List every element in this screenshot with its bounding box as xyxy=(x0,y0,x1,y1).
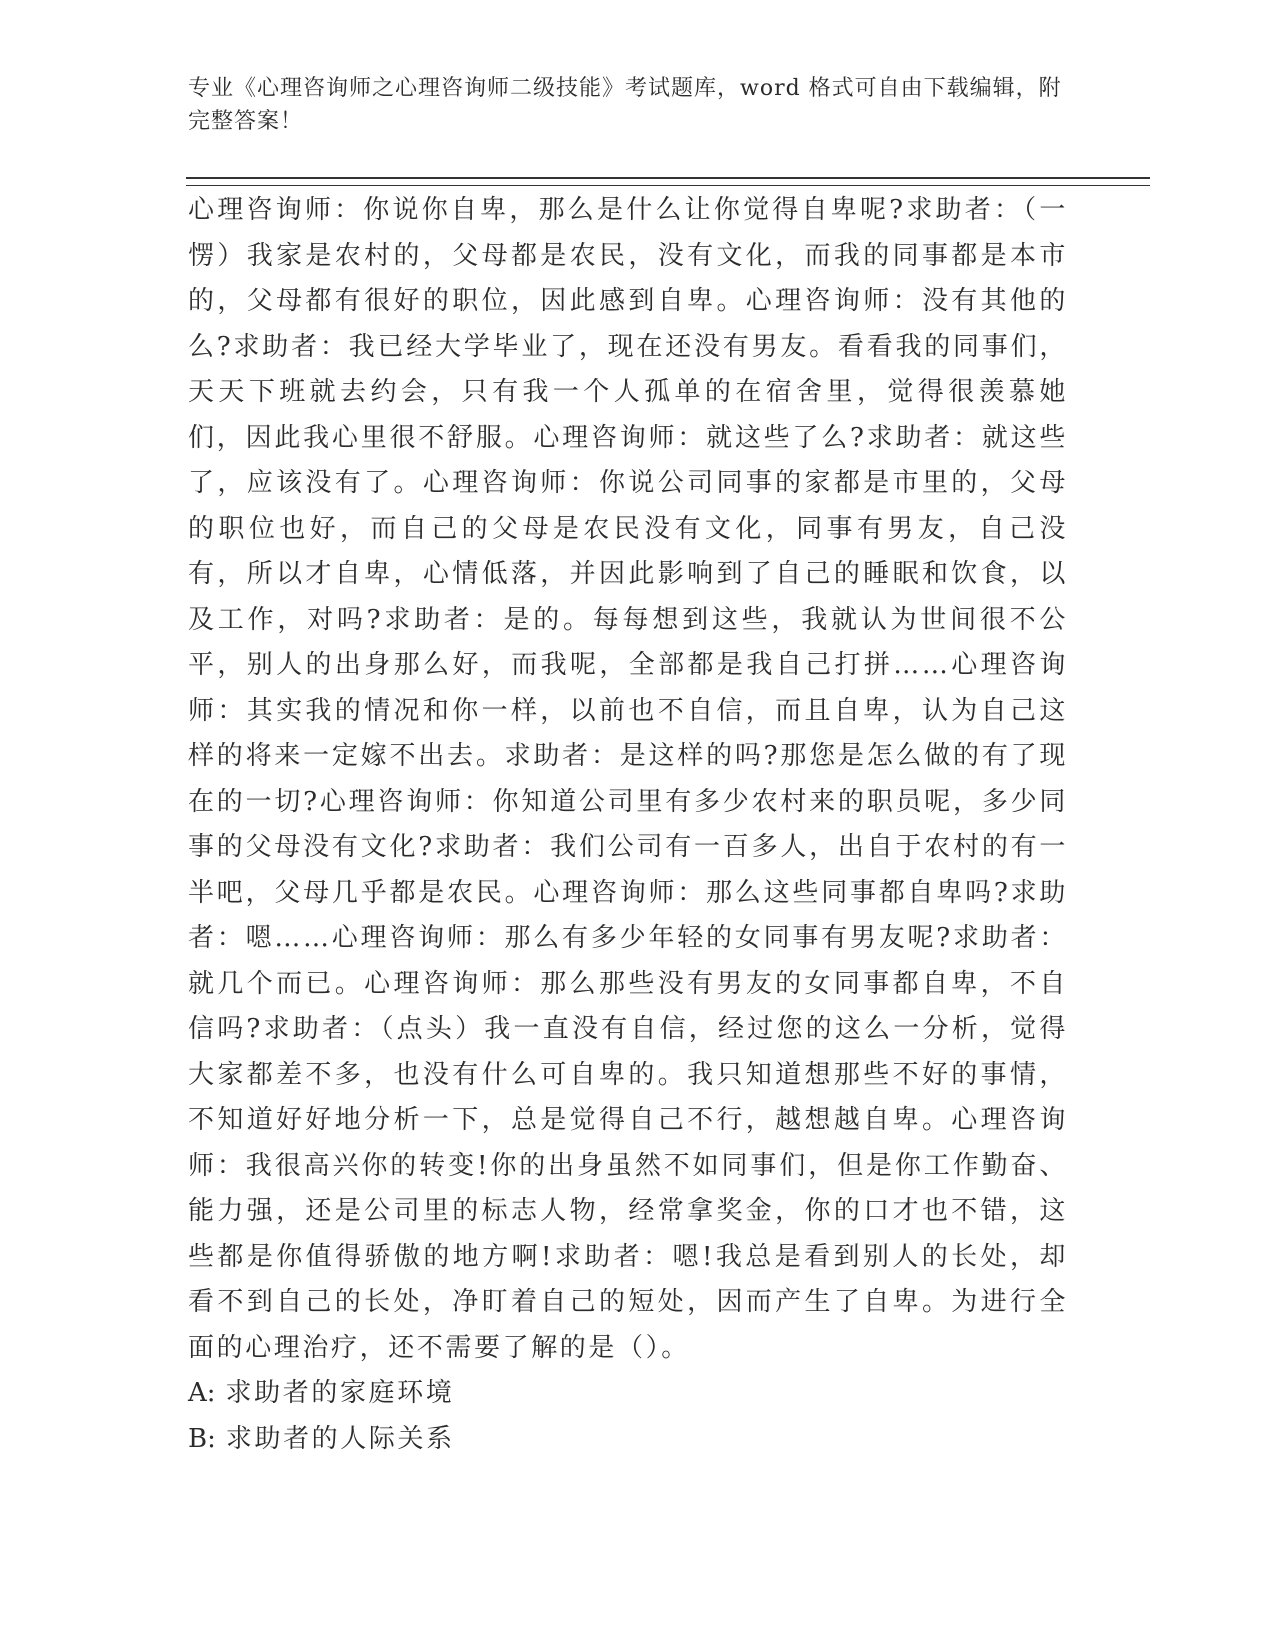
question-block xyxy=(188,188,1068,1462)
option-b-text: 求助者的人际关系 xyxy=(225,1423,455,1454)
option-a-letter: A xyxy=(188,1378,207,1408)
header-rule-thin xyxy=(186,185,1150,186)
question-text: 心理咨询师：你说你自卑，那么是什么让你觉得自卑呢?求助者：（一愣）我家是农村的，父母都是农民，没有文化，而我的同事都是本市的，父母都有很好的职位，因此感到自卑。心理咨询师：没有其他的么?求助者：我已经大学毕业了，现在还没有男友。看看我的同事们，天天下班就去约会，只有我一个人孤单的在宿舍里，觉得很羡慕她们，因此我心里很不舒服。心理咨询师：就这些了么?求助者：就这些了，应该没有了。心理咨询师：你说公司同事的家都是市里的，父母的职位也好，而自己的父母是农民没有文化，同事有男友，自己没有，所以才自卑，心情低落，并因此影响到了自己的睡眠和饮食，以及工作，对吗?求助者：是的。每每想到这些，我就认为世间很不公平，别人的出身那么好，而我呢，全部都是我自己打拼……心理咨询师：其实我的情况和你一样，以前也不自信，而且自卑，认为自己这样的将来一定嫁不出去。求助者：是这样的吗?那您是怎么做的有了现在的一切?心理咨询师：你知道公司里有多少农村来的职员呢，多少同事的父母没有文化?求助者：我们公司有一百多人，出自于农村的有一半吧，父母几乎都是农民。心理咨询师：那么这些同事都自卑吗?求助者：嗯……心理咨询师：那么有多少年轻的女同事有男友呢?求助者：就几个而已。心理咨询师：那么那些没有男友的女同事都自卑，不自信吗?求助者：（点头）我一直没有自信，经过您的这么一分析，觉得大家都差不多，也没有什么可自卑的。我只知道想那些不好的事情，不知道好好地分析一下，总是觉得自己不行，越想越自卑。心理咨询师：我很高兴你的转变!你的出身虽然不如同事们，但是你工作勤奋、能力强，还是公司里的标志人物，经常拿奖金，你的口才也不错，这些都是你值得骄傲的地方啊!求助者：嗯!我总是看到别人的长处，却看不到自己的长处，净盯着自己的短处，因而产生了自卑。为进行全面的心理治疗，还不需要了解的是（）。 xyxy=(188,195,1068,1363)
page-header: 专业《心理咨询师之心理咨询师二级技能》考试题库，word 格式可自由下载编辑，附完整答案！ xyxy=(188,76,1062,134)
option-a-text: 求助者的家庭环境 xyxy=(225,1378,455,1408)
option-b-letter: B xyxy=(188,1423,208,1454)
option-b xyxy=(188,1417,1068,1463)
option-a-separator: : xyxy=(206,1378,216,1408)
option-a xyxy=(188,1371,1068,1417)
option-b-separator: : xyxy=(207,1423,216,1454)
header-rule-thick xyxy=(186,177,1150,179)
